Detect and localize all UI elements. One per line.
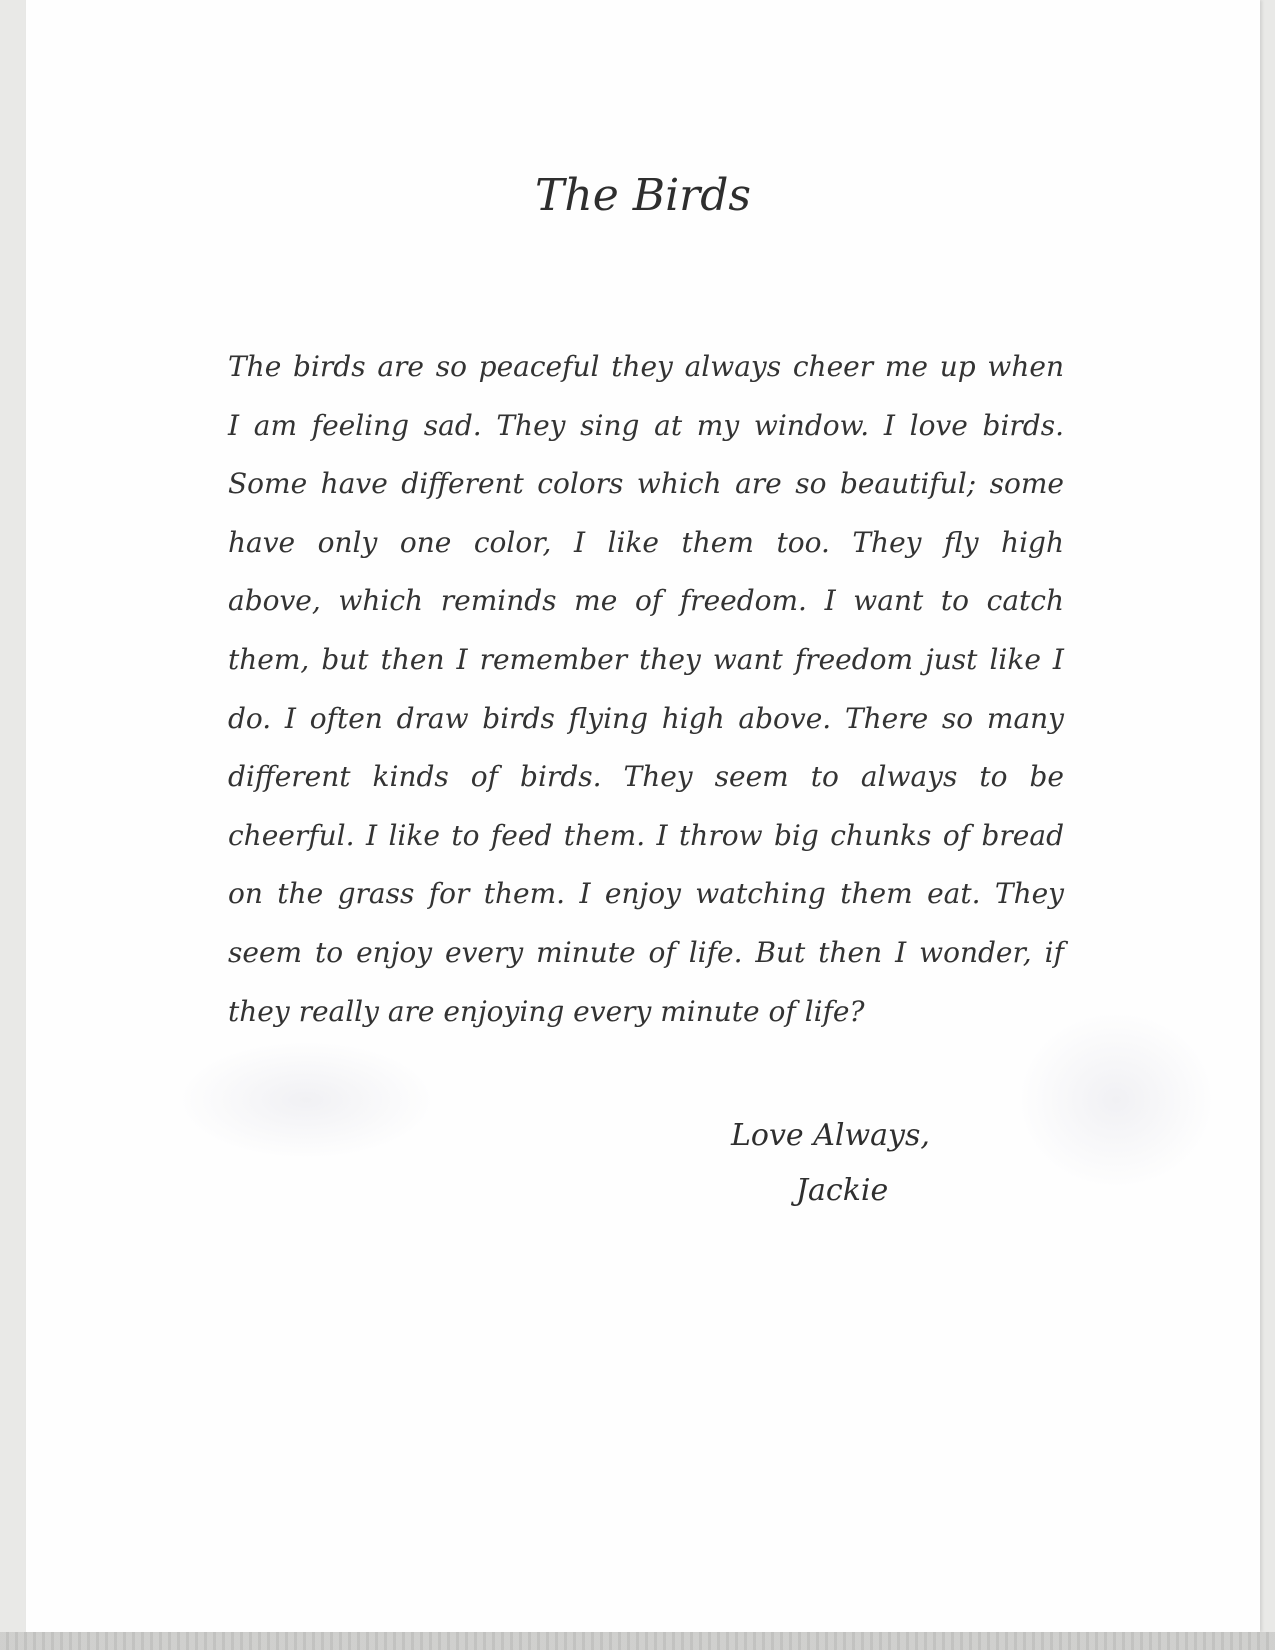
body-line: do. I often draw birds flying high above. There so many xyxy=(228,701,1064,735)
signature-name: Jackie xyxy=(796,1173,889,1208)
letter-body xyxy=(228,338,1064,1041)
body-line: different kinds of birds. They seem to always to be xyxy=(228,760,1064,794)
body-line: have only one color, I like them too. They fly high xyxy=(228,525,1064,559)
body-line: them, but then I remember they want freedom just like I xyxy=(228,642,1064,676)
letter-page xyxy=(26,0,1260,1632)
body-line: I am feeling sad. They sing at my window. I love birds. xyxy=(228,408,1064,442)
body-line: they really are enjoying every minute of life? xyxy=(228,994,865,1028)
body-line: above, which reminds me of freedom. I want to catch xyxy=(228,584,1064,618)
body-line: seem to enjoy every minute of life. But then I wonder, if xyxy=(228,935,1064,969)
body-line: cheerful. I like to feed them. I throw big chunks of bread xyxy=(228,818,1064,852)
body-line: Some have different colors which are so beautiful; some xyxy=(228,467,1064,501)
scanner-edge-strip xyxy=(0,1632,1275,1650)
paper-smudge xyxy=(176,1040,436,1160)
closing-salutation: Love Always, xyxy=(731,1118,930,1153)
document-title: The Birds xyxy=(535,170,751,221)
body-line: on the grass for them. I enjoy watching them eat. They xyxy=(228,877,1064,911)
body-line: The birds are so peaceful they always cheer me up when xyxy=(228,350,1064,383)
